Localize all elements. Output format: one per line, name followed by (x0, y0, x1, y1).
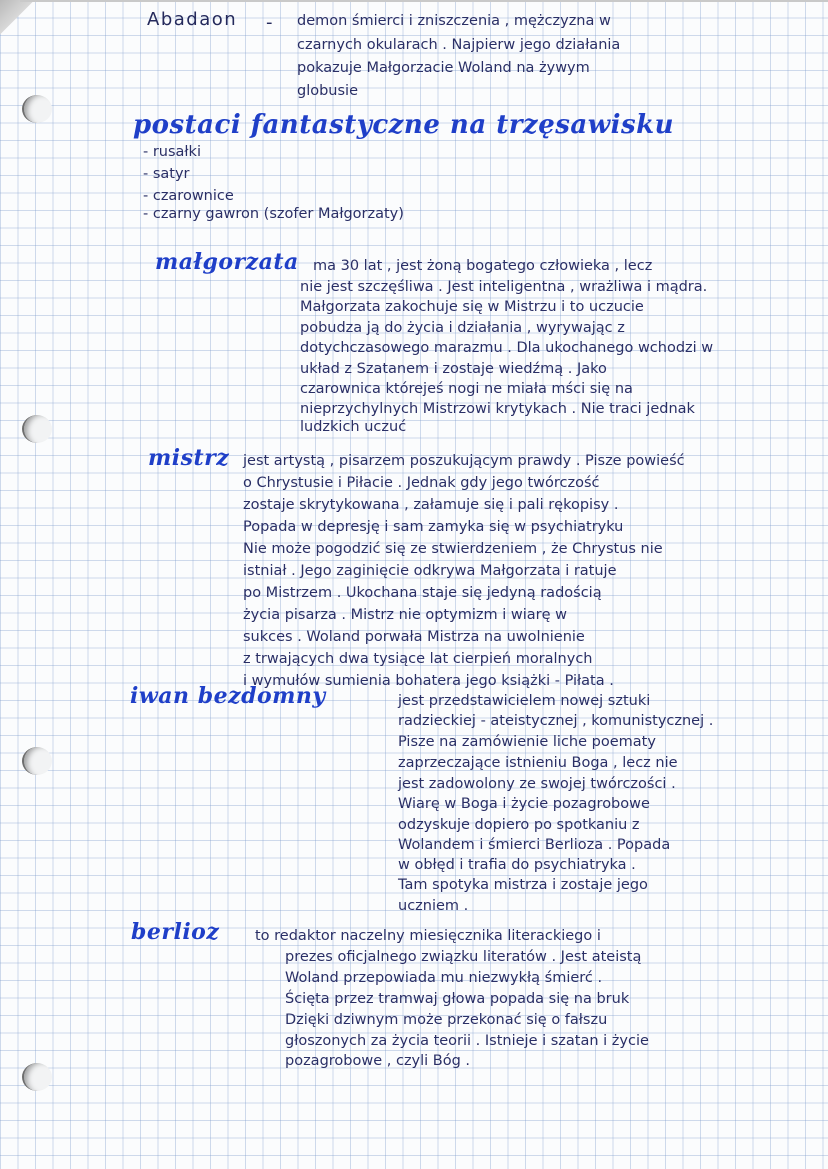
section-heading-iwan-bezdomny: iwan bezdomny (130, 683, 326, 709)
punch-hole (22, 747, 52, 775)
section-line: w obłęd i trafia do psychiatryka . (398, 857, 636, 873)
abaddon-line: demon śmierci i zniszczenia , mężczyzna w (297, 13, 611, 29)
section-line: nie jest szczęśliwa . Jest inteligentna , wrażliwa i mądra. (300, 279, 708, 295)
section-line: jest artystą , pisarzem poszukującym prawdy . Pisze powieść (243, 453, 685, 469)
abaddon-dash: - (266, 12, 273, 33)
section-line: układ z Szatanem i zostaje wiedźmą . Jako (300, 361, 607, 377)
section-heading-malgorzata: małgorzata (155, 249, 299, 275)
page-corner-fold (0, 0, 36, 40)
section-line: odzyskuje dopiero po spotkaniu z (398, 817, 640, 833)
section-line: z trwających dwa tysiące lat cierpień moralnych (243, 651, 593, 667)
section-line: Wiarę w Boga i życie pozagrobowe (398, 796, 650, 812)
punch-hole (22, 1063, 52, 1091)
section-line: zostaje skrytykowana , załamuje się i pali rękopisy . (243, 497, 619, 513)
creature-item: - rusałki (143, 144, 201, 160)
page-top-edge (20, 0, 828, 2)
section-line: Pisze na zamówienie liche poematy (398, 734, 656, 750)
section-line: czarownica którejeś nogi ne miała mści się na (300, 381, 633, 397)
section-line: o Chrystusie i Piłacie . Jednak gdy jego twórczość (243, 475, 600, 491)
creature-item: - satyr (143, 166, 190, 182)
section-line: Dzięki dziwnym może przekonać się o fałszu (285, 1012, 608, 1028)
section-line: Nie może pogodzić się ze stwierdzeniem , że Chrystus nie (243, 541, 663, 557)
section-heading-berlioz: berlioz (131, 919, 220, 945)
section-line: sukces . Woland porwała Mistrza na uwolnienie (243, 629, 585, 645)
main-heading: postaci fantastyczne na trzęsawisku (133, 110, 675, 140)
section-line: i wymułów sumienia bohatera jego książki - Piłata . (243, 673, 614, 689)
section-line: Woland przepowiada mu niezwykłą śmierć . (285, 970, 603, 986)
section-line: Popada w depresję i sam zamyka się w psychiatryku (243, 519, 624, 535)
section-line: Wolandem i śmierci Berlioza . Popada (398, 837, 671, 853)
abaddon-line: globusie (297, 83, 359, 99)
section-heading-mistrz: mistrz (148, 445, 230, 471)
abaddon-name: Abadaon (147, 9, 238, 30)
section-line: dotychczasowego marazmu . Dla ukochanego wchodzi w (300, 340, 714, 356)
section-line: jest zadowolony ze swojej twórczości . (398, 776, 676, 792)
punch-hole (22, 415, 52, 443)
section-line: nieprzychylnych Mistrzowi krytykach . Nie traci jednak (300, 401, 695, 417)
section-line: pozagrobowe , czyli Bóg . (285, 1053, 471, 1069)
section-line: istniał . Jego zaginięcie odkrywa Małgorzata i ratuje (243, 563, 617, 579)
section-line: prezes oficjalnego związku literatów . Jest ateistą (285, 949, 642, 965)
section-line: ludzkich uczuć (300, 419, 407, 435)
section-line: uczniem . (398, 898, 469, 914)
section-line: Tam spotyka mistrza i zostaje jego (398, 877, 648, 893)
section-line: ma 30 lat , jest żoną bogatego człowieka , lecz (313, 258, 653, 274)
section-line: radzieckiej - ateistycznej , komunistycznej . (398, 713, 714, 729)
section-line: głoszonych za życia teorii . Istnieje i szatan i życie (285, 1033, 649, 1049)
section-line: Ścięta przez tramwaj głowa popada się na bruk (285, 991, 630, 1007)
section-line: pobudza ją do życia i działania , wyrywając z (300, 320, 625, 336)
punch-hole (22, 95, 52, 123)
section-line: jest przedstawicielem nowej sztuki (398, 693, 651, 709)
creature-item: - czarownice (143, 188, 234, 204)
abaddon-line: czarnych okularach . Najpierw jego działania (297, 37, 621, 53)
section-line: życia pisarza . Mistrz nie optymizm i wiarę w (243, 607, 567, 623)
section-line: zaprzeczające istnieniu Boga , lecz nie (398, 755, 678, 771)
section-line: to redaktor naczelny miesięcznika literackiego i (255, 928, 601, 944)
section-line: po Mistrzem . Ukochana staje się jedyną radością (243, 585, 602, 601)
section-line: Małgorzata zakochuje się w Mistrzu i to uczucie (300, 299, 644, 315)
abaddon-line: pokazuje Małgorzacie Woland na żywym (297, 60, 590, 76)
creature-item: - czarny gawron (szofer Małgorzaty) (143, 206, 404, 222)
